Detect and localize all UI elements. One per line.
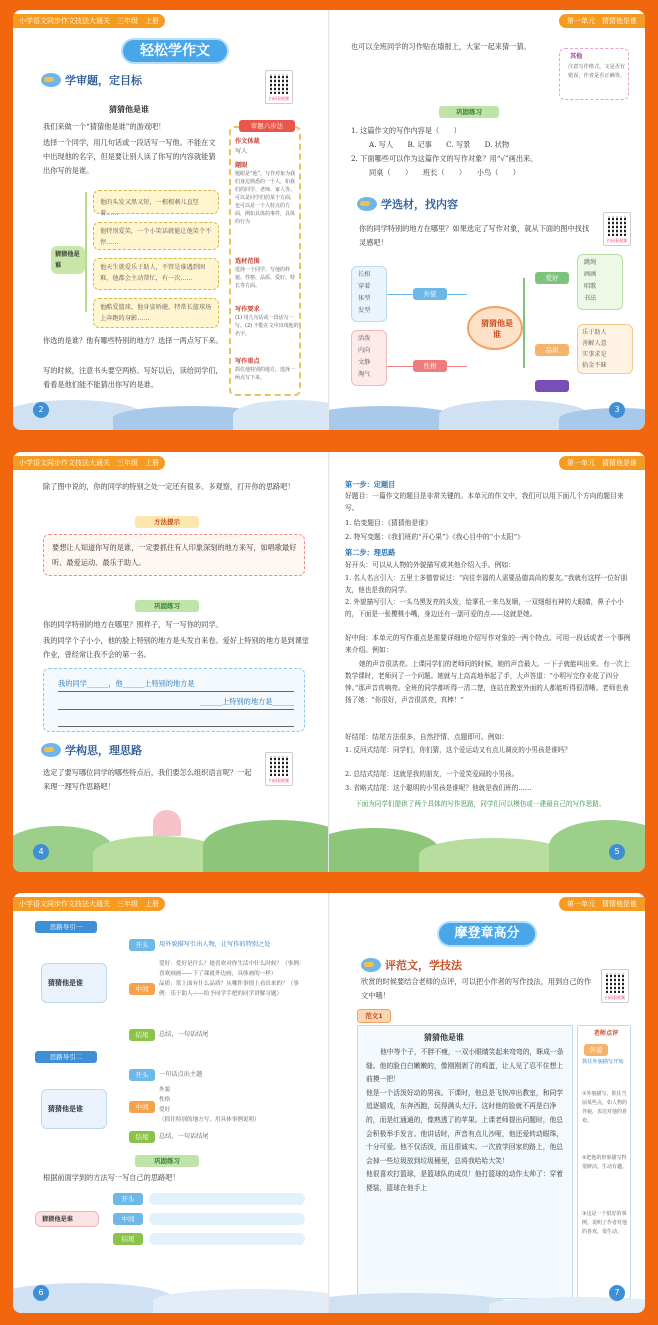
prompt-intro-1: 我们来做一个“猜猜他是谁”的游戏吧！ <box>43 122 166 131</box>
select-question: 你的同学特别的地方在哪里？如果选定了写作对象，就从下面的图中找找灵感吧！ <box>359 224 590 247</box>
comment-1: ①外貌描写，抓住当前某些点，如人物的外貌，表达对他的喜欢。 <box>582 1091 628 1124</box>
method-4-body: (1) 用几句话或一段话写一写。(2) 不能在文中出现他的名字。 <box>235 315 299 337</box>
page-number: 3 <box>609 402 625 418</box>
route-2-label: 思路导引二 <box>35 1051 97 1063</box>
ending-heading: 好结尾：结尾方法很多，自然抒情、点题即可。例如： <box>345 733 509 741</box>
quality-list: 乐于助人 善解人意 实事求是 拾金不昧 <box>577 324 633 374</box>
node-hobby: 爱好 <box>535 272 569 284</box>
comment-panel <box>577 1025 631 1299</box>
route-2-opening: 一句话点出主题 <box>159 1071 203 1078</box>
practice-center: 猜猜他是谁 <box>35 1211 99 1227</box>
qr-code[interactable]: 扫码看视频 <box>603 212 631 246</box>
practice-middle-key: 中间 <box>113 1213 143 1225</box>
page-5 <box>329 452 645 872</box>
fan-icon <box>41 743 61 757</box>
bubble-3: 他天生就爱乐于助人，不管是谁遇到困难，他都会主动帮忙，有一次…… <box>93 258 219 290</box>
series-tag: 小学语文同步作文技法大通关 三年级 上册 <box>13 897 165 911</box>
qr-code[interactable]: 扫码看视频 <box>265 70 293 104</box>
route-2-middle: 外貌 性格 爱好 （抓住特别的地方写，用具体事例说明） <box>159 1087 260 1123</box>
model-intro: 欣赏的时候要结合老师的点评，可以把小作者的写作技法，用到自己的作文中哦！ <box>361 977 592 1000</box>
node-appearance: 外貌 <box>413 288 447 300</box>
practice-opening-key: 开头 <box>113 1193 143 1205</box>
prompt-intro-2: 选择一个同学，用几句话或一段话写一写他。不能在文中出现他的名字，但是要让别人读了你写的内容就能猜出你写的是谁。 <box>43 138 216 175</box>
section-heading-4: 评范文，学技法 <box>361 957 462 973</box>
tip-text: 写的时候，注意书头要空两格。写好以后，读给同学们，看看是他们能不能猜出你写的是谁。 <box>43 366 223 389</box>
fill-line-3[interactable] <box>58 713 294 727</box>
banner-title: 轻松学作文 <box>121 38 229 64</box>
personality-list: 活泼 内向 文静 淘气 <box>351 330 387 386</box>
page-number: 5 <box>609 844 625 860</box>
section-heading-2: 学选材，找内容 <box>357 196 458 212</box>
route-2-center: 猜猜他是谁 <box>41 1089 107 1129</box>
essay-title: 猜猜他是谁 <box>109 104 149 114</box>
spread-2 <box>13 452 645 872</box>
page-number: 6 <box>33 1285 49 1301</box>
page-2 <box>13 10 329 430</box>
title-option-1: 1. 给变题目：《猜猜他是谁》 <box>345 519 432 527</box>
unit-tag: 第一单元 猜猜他是谁 <box>559 897 645 911</box>
route-1-center: 猜猜他是谁 <box>41 963 107 1003</box>
bubble-1: 他的头发又黑又短，一根根刺儿直竖着…… <box>93 190 219 214</box>
bubble-4: 他酷爱篮球，他身姿矫健，特常长篮球场上奔跑的身影…… <box>93 298 219 328</box>
landscape-decoration <box>13 396 329 430</box>
page-7 <box>329 893 645 1313</box>
comment-heading: 抓住外貌描写开始 <box>582 1059 624 1065</box>
unit-tag: 第一单元 猜猜他是谁 <box>559 14 645 28</box>
route-2-ending-key: 结尾 <box>129 1131 155 1143</box>
opening-1: 1. 名人名言引入：五里士多德曾说过：“向往幸福的人需要品德高尚的要友。”我就有这样一位好朋友，他也是我的同学。 <box>345 574 628 594</box>
fill-line-1[interactable]: 我的同学______，他______上特别的地方是 <box>58 677 294 692</box>
center-node: 猜猜他是谁 <box>51 246 85 274</box>
fan-icon <box>41 73 61 87</box>
practice-label: 巩固练习 <box>439 106 499 118</box>
method-2-head: 题眼 <box>235 162 248 169</box>
comment-3: ③这是一个很好的事例，说明了作者对他的喜欢，很生动。 <box>582 1211 628 1235</box>
practice-example: 我的同学个子小小，他的脸上特别的地方是头发自来卷。爱好上特别的地方是到课堂作业，曾经常让我不会的第一名。 <box>43 636 309 659</box>
title-option-2: 2. 特写变题：《我们班的“开心果”》《我心目中的“小太阳”》 <box>345 533 524 541</box>
practice-opening-field[interactable] <box>149 1193 305 1205</box>
unit-tag: 第一单元 猜猜他是谁 <box>559 456 645 470</box>
bubble-2: 他特别爱笑，一个小笑话就能让他笑个不停…… <box>93 222 219 250</box>
opening-2: 2. 外貌描写引入：一头乌黑发亮的头发，给掌孔一来乌发顺，一双细细有神的大眼睛，鼻子小小的，下面是一张樱桃小嘴，身边还有一副可爱的点——这就是她。 <box>345 598 624 618</box>
qr-code[interactable]: 扫码看视频 <box>265 752 293 786</box>
spread-1 <box>13 10 645 430</box>
page-number: 4 <box>33 844 49 860</box>
ending-2: 2. 总结式结尾：这就是我的朋友，一个爱笑爱闹的小男孩。 <box>345 770 519 778</box>
series-tag: 小学语文同步作文技法大通关 三年级 上册 <box>13 14 165 28</box>
middle-example: 她的声音很洪亮。上课同学们的老师问的时候，她的声音最大。一下子就能叫出来。有一次上数学课时，老师问了一个问题。她就与上高高地举起了手，大声答道：“小明写完作业花了四分钟。”那声音真响亮。全班的同学都听得一清二楚，连站在教室外面的人都能听得很清晰。老师也表扬了她：“你很好，声音很洪亮，真棒！” <box>345 660 630 704</box>
page-number: 7 <box>609 1285 625 1301</box>
fill-line-2[interactable]: ______上特别的地方是______ <box>58 695 294 710</box>
model-essay-box <box>357 1025 573 1299</box>
method-panel <box>229 122 301 396</box>
section-heading-3: 学构思，理思路 <box>41 742 142 758</box>
spread-3 <box>13 893 645 1313</box>
structure-question: 选定了要写哪位同学的哪些特点后，我们要怎么组织语言呢？一起来理一理写作思路吧！ <box>43 768 252 791</box>
hobby-list: 跳绳 画画 唱歌 书法 <box>577 254 623 310</box>
method-title: 审题六步法 <box>239 120 295 132</box>
comment-title: 老师点评 <box>593 1030 619 1037</box>
continued-text: 除了图中说的，你的同学的特别之处一定还有很多。多观察，打开你的思路吧！ <box>43 482 295 491</box>
method-4-head: 写作要求 <box>235 306 260 313</box>
page-6 <box>13 893 329 1313</box>
appearance-list: 长相 穿着 体型 发型 <box>351 266 387 322</box>
wave-decoration <box>13 1273 329 1313</box>
lotus-decoration <box>13 810 329 872</box>
practice-ending-key: 结尾 <box>113 1233 143 1245</box>
comment-2: ②把他的形象描写得很鲜活，生动有趣。 <box>582 1155 628 1170</box>
ending-1: 1. 反问式结尾：同学们，你们猜，这个爱运动又有点儿调皮的小男孩是谁吗？ <box>345 746 571 754</box>
step-1-heading: 第一步：定题目 <box>345 480 396 489</box>
series-tag: 小学语文同步作文技法大通关 三年级 上册 <box>13 456 165 470</box>
method-5-head: 写作重点 <box>235 358 260 365</box>
method-5-body: 抓住他特别的地方，选择一两点写下来。 <box>235 367 296 381</box>
route-1-middle: 爱好：爱好是什么？她喜欢对你生活中什么时候？（事例：喜欢画画——下了课就外边画，具体画的一样） 品质：常上面有什么品质？从哪件事情上看出来的？（事例：乐于助人——给予同学手把的同学讲解习题） <box>159 961 305 997</box>
banner-title: 摩登章高分 <box>437 921 537 947</box>
route-2-opening-key: 开头 <box>129 1069 155 1081</box>
node-quality: 品质 <box>535 344 569 356</box>
page-4 <box>13 452 329 872</box>
continued-text: 也可以全班同学的习作贴在墙报上，大家一起来猜一猜。 <box>351 42 531 51</box>
flower-icon <box>361 958 381 972</box>
route-1-label: 思路导引一 <box>35 921 97 933</box>
question-1-options[interactable]: A. 写人 B. 记事 C. 写景 D. 状物 <box>369 140 510 149</box>
route-1-opening-key: 开头 <box>129 939 155 951</box>
route-1-middle-key: 中间 <box>129 983 155 995</box>
question-2: 2. 下面哪些可以作为这篇作文的写作对象？用“√”画出来。 <box>351 154 538 163</box>
route-1-opening: 用外貌描写引出人物，让写作的特别之处 <box>159 941 271 948</box>
practice-ending-field[interactable] <box>149 1233 305 1245</box>
practice-label: 巩固练习 <box>135 1155 199 1167</box>
comment-tag: 外貌 <box>584 1044 608 1056</box>
method-3-head: 选材范围 <box>235 258 260 265</box>
method-1-body: 写人 <box>235 148 248 155</box>
lotus-decoration <box>329 810 645 872</box>
model-label: 范文1 <box>357 1009 391 1023</box>
center-node: 猜猜他是谁 <box>467 306 523 350</box>
model-body: 他中等个子，不胖不瘦，一双小眼睛笑起来弯弯的，眯成一条缝。他的脸白白嫩嫩的，像刚刚剥了的鸡蛋，让人见了忍不住想上前摸一把！ 他是一个活泼好动的男孩。下课时，他总是飞快冲出教室，和同学追逐嬉戏，东奔西跑，玩得满头大汗。这时他的脸就不再是白净的，而是红通通的，像熟透了的苹果。上课老师提出问题时，他总会积极举手发言。他讲话时，声音有点儿沙哑，他还爱转动眼珠，十分可爱。他不仅活泼，而且很诚实。一次放学回家的路上，他总会掉一些垃圾放到垃圾桶里，总将我哈哈大笑！ 他很喜欢打篮球，是篮球队的成员！他打篮球的动作太帅了：穿着便装，篮球在他手上 <box>366 1048 564 1192</box>
method-2-body: 题眼是“他”。写作对象为我们身边熟悉的一个人，如我们的同学、老师、家人等。可以是同学们的某个方面，也可以是一个人特点的方面，例如具体的事件，具体的行为 <box>235 171 296 225</box>
page-3 <box>329 10 645 430</box>
method-box: 要想让人知道你写的是谁，一定要抓住有人印象深刻的地方来写，如唱歌最好听、最爱运动、最乐于助人。 <box>43 534 305 576</box>
note-box: 其他 注意写作格式，文是否有错误，作者是否正确等。 <box>559 48 629 100</box>
connector <box>85 192 87 312</box>
landscape-decoration <box>329 396 645 430</box>
middle-heading: 好中间：本单元的写作重点是需要详细地介绍写作对象的一两个特点。可用一段话或者一个事例来介绍。例如： <box>345 634 631 654</box>
opening-heading: 好开头：可以从人物的外貌描写或其他介绍入手。例如： <box>345 561 515 569</box>
route-1-ending-key: 结尾 <box>129 1029 155 1041</box>
page-number: 2 <box>33 402 49 418</box>
method-label: 方法提示 <box>135 516 199 528</box>
section-heading-1: 学审题，定目标 <box>41 72 142 88</box>
route-1-ending: 总结，一句话结尾 <box>159 1031 209 1038</box>
method-3-body: 选择一个同学，写他的样貌、性格、品质、爱好、特长等方面。 <box>235 267 296 289</box>
question-2-options[interactable]: 同桌（ ） 班长（ ） 小鸟（ ） <box>369 168 520 177</box>
method-1-head: 作文体裁 <box>235 138 260 145</box>
step-2-heading: 第二步：理思路 <box>345 548 396 557</box>
node-personality: 性格 <box>413 360 447 372</box>
route-tip: 下面为同学们提供了两个具体的写作思路，同学们可以模仿或一建最自己的写作思路。 <box>355 800 606 808</box>
fan-icon <box>357 197 377 211</box>
practice-question: 你的同学特别的地方在哪里？照样子，写一写你的同学。 <box>43 620 223 629</box>
qr-code[interactable]: 扫码看视频 <box>601 969 629 1003</box>
node-extra <box>535 380 569 392</box>
answer-box[interactable] <box>43 668 305 732</box>
question-1: 1. 这篇作文的写作内容是（ ） <box>351 126 461 135</box>
route-2-middle-key: 中间 <box>129 1101 155 1113</box>
practice-question: 根据前面学到的方法写一写自己的思路吧！ <box>43 1173 180 1182</box>
practice-middle-field[interactable] <box>149 1213 305 1225</box>
question: 你选的是谁？他有哪些特别的地方？选择一两点写下来。 <box>43 336 223 345</box>
ending-3: 3. 省略式结尾：这个聪明的小男孩是谁呢？他就是我们班的…… <box>345 784 532 792</box>
wave-decoration <box>329 1287 645 1313</box>
practice-label: 巩固练习 <box>135 600 199 612</box>
model-title: 猜猜他是谁 <box>424 1032 464 1042</box>
route-2-ending: 总结，一句话结尾 <box>159 1133 209 1140</box>
step-1-body: 好题目：一篇作文的题目是非常关键的。本单元的作文中，我们可以用下面几个方向的题目来写。 <box>345 492 624 512</box>
